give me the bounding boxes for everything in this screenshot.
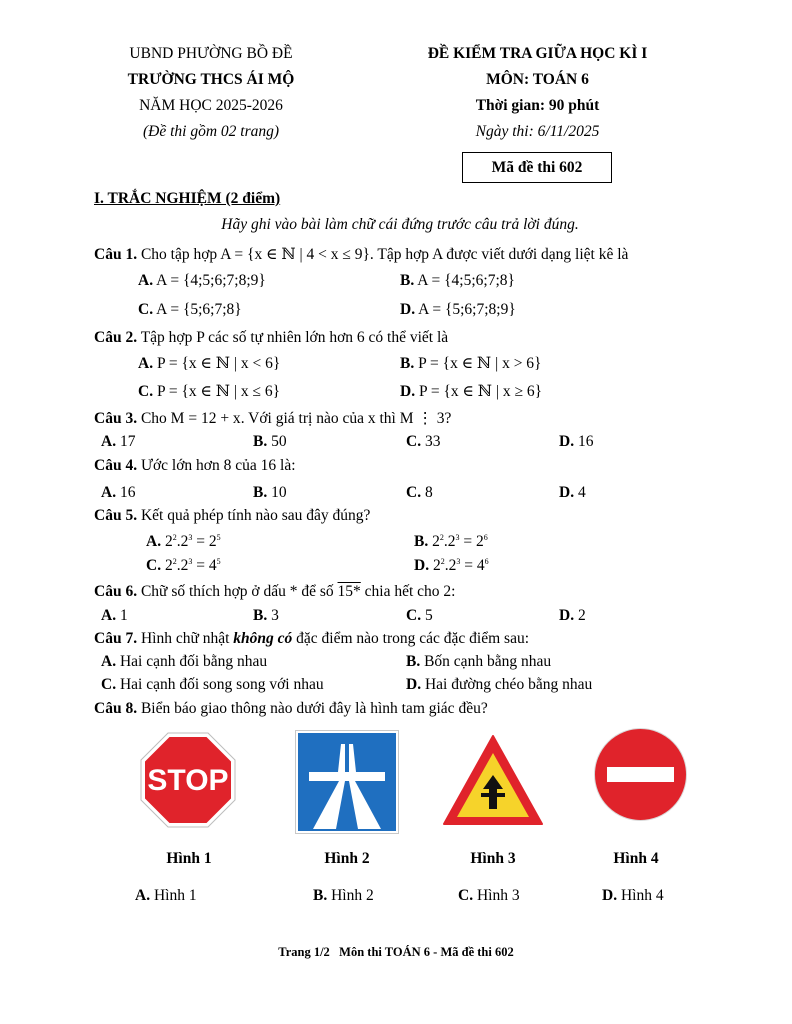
option-label: D. — [406, 676, 422, 693]
option-label: A. — [101, 433, 117, 450]
question-text: Hình chữ nhật — [140, 630, 230, 647]
option-a — [135, 887, 197, 905]
option-text: 50 — [271, 433, 287, 450]
option-d — [414, 557, 489, 575]
question-text: . Tập hợp A được viết dưới dạng liệt kê là — [369, 246, 629, 263]
option-c — [406, 607, 433, 625]
option-text: Hai đường chéo bằng nhau — [424, 676, 593, 693]
option-b — [253, 484, 287, 502]
overpass-bar — [309, 772, 385, 781]
option-d — [559, 607, 586, 625]
option-d — [400, 301, 516, 319]
option-text: A = {5;6;7;8} — [156, 301, 242, 318]
option-text: 10 — [271, 484, 287, 501]
question-text: Cho — [140, 410, 167, 427]
question-number: Câu 7. — [94, 630, 138, 647]
question-text: đặc điểm nào trong các đặc điểm sau: — [296, 630, 530, 647]
option-c — [146, 557, 221, 575]
horizontal-bar — [607, 767, 674, 782]
option-text: P = {x ∈ ℕ | x < 6} — [156, 355, 281, 372]
option-text: 16 — [577, 433, 594, 450]
option-label: D. — [602, 887, 618, 904]
page-count-note: (Đề thi gồm 02 trang) — [142, 123, 280, 140]
option-label: A. — [146, 533, 162, 550]
option-c — [406, 433, 440, 451]
option-label: B. — [400, 355, 415, 372]
figure-caption-4: Hình 4 — [613, 850, 659, 867]
option-b — [253, 433, 287, 451]
question-5 — [94, 507, 370, 525]
stop-text: STOP — [147, 764, 229, 797]
no-entry-sign-image — [593, 727, 688, 822]
section-title: I. TRẮC NGHIỆM (2 điểm) — [94, 190, 281, 207]
stop-sign-image — [140, 732, 236, 828]
question-text: . Với giá trị nào của x thì — [240, 410, 396, 427]
option-text: A = {4;5;6;7;8} — [417, 272, 515, 289]
option-label: D. — [559, 484, 575, 501]
power-expression: $2^2.2^3 = 4^6$ — [432, 557, 489, 574]
exam-code-box: Mã đề thi 602 — [462, 152, 612, 183]
option-text: 33 — [424, 433, 441, 450]
question-text: chia hết cho 2: — [364, 583, 456, 600]
option-text: Hình 1 — [153, 887, 197, 904]
sign-face — [298, 733, 396, 831]
option-b — [414, 533, 488, 551]
option-a — [138, 354, 280, 373]
option-text: 3 — [271, 607, 279, 624]
exam-header — [395, 41, 680, 145]
option-label: B. — [414, 533, 429, 550]
emphasis-text: không có — [233, 630, 293, 647]
option-label: B. — [253, 433, 268, 450]
question-3 — [94, 409, 451, 428]
power-expression: $2^2.2^3 = 2^5$ — [164, 533, 221, 550]
page-footer: Trang 1/2 Môn thi TOÁN 6 - Mã đề thi 602 — [278, 945, 514, 959]
option-label: C. — [406, 607, 422, 624]
option-a — [101, 653, 267, 671]
question-8 — [94, 700, 488, 718]
option-b — [313, 887, 374, 905]
option-text: Hai cạnh đối bằng nhau — [119, 653, 268, 670]
option-label: A. — [101, 607, 117, 624]
question-1 — [94, 245, 628, 264]
overlined-number: 15* — [337, 583, 361, 600]
option-label: A. — [138, 355, 154, 372]
question-number: Câu 3. — [94, 410, 138, 427]
option-b — [400, 354, 542, 373]
section-instruction: Hãy ghi vào bài làm chữ cái đứng trước câu trả lời đúng. — [221, 216, 579, 233]
option-label: B. — [313, 887, 328, 904]
figure-caption-1: Hình 1 — [166, 850, 212, 867]
option-d — [559, 433, 593, 451]
option-d — [559, 484, 586, 502]
question-number: Câu 2. — [94, 329, 138, 346]
power-expression: $2^2.2^3 = 4^5$ — [164, 557, 221, 574]
option-c — [138, 382, 280, 401]
option-c — [406, 484, 433, 502]
question-number: Câu 4. — [94, 457, 138, 474]
option-text: P = {x ∈ ℕ | x ≥ 6} — [418, 383, 543, 400]
figure-caption-3: Hình 3 — [470, 850, 516, 867]
option-text: A = {5;6;7;8;9} — [418, 301, 516, 318]
option-text: Bốn cạnh bằng nhau — [424, 653, 552, 670]
school-header — [100, 41, 322, 145]
exam-title: ĐỀ KIỂM TRA GIỮA HỌC KÌ I — [427, 45, 648, 62]
condition: M ⋮ 3 — [399, 410, 445, 427]
school-name: TRƯỜNG THCS ÁI MỘ — [127, 71, 295, 88]
option-label: C. — [458, 887, 474, 904]
option-a — [138, 272, 266, 290]
question-text: Ước lớn hơn 8 của 16 là: — [140, 457, 296, 474]
question-2 — [94, 329, 448, 347]
option-c — [101, 676, 324, 694]
option-text: P = {x ∈ ℕ | x ≤ 6} — [156, 383, 281, 400]
option-text: 4 — [577, 484, 586, 501]
duration: Thời gian: 90 phút — [475, 97, 600, 114]
question-text: Tập hợp P các số tự nhiên lớn hơn 6 có thể viết là — [140, 329, 449, 346]
option-label: D. — [400, 383, 416, 400]
crossbar — [481, 793, 505, 797]
option-text: 1 — [119, 607, 128, 624]
district-name: UBND PHƯỜNG BỒ ĐỀ — [129, 45, 293, 62]
question-number: Câu 8. — [94, 700, 138, 717]
option-text: Hình 3 — [476, 887, 520, 904]
expression: M = 12 + x — [170, 410, 241, 427]
highway-sign-image — [295, 730, 399, 834]
option-b — [406, 653, 551, 671]
option-b — [400, 272, 515, 290]
question-number: Câu 6. — [94, 583, 138, 600]
set-definition: A = {x ∈ ℕ | 4 < x ≤ 9} — [220, 246, 370, 263]
question-6 — [94, 583, 455, 601]
option-text: Hình 4 — [620, 887, 664, 904]
question-text: Kết quả phép tính nào sau đây đúng? — [140, 507, 371, 524]
question-text: ? — [444, 410, 452, 427]
option-text: Hai cạnh đối song song với nhau — [119, 676, 324, 693]
option-label: A. — [101, 653, 117, 670]
option-label: B. — [253, 607, 268, 624]
option-label: A. — [138, 272, 154, 289]
triangle-warning-sign-image — [441, 733, 545, 827]
question-4 — [94, 457, 296, 475]
option-text: 5 — [424, 607, 433, 624]
option-label: D. — [559, 433, 575, 450]
option-label: B. — [406, 653, 421, 670]
question-text: Biển báo giao thông nào dưới đây là hình tam giác đều? — [140, 700, 488, 717]
option-c — [458, 887, 520, 905]
figure-caption-2: Hình 2 — [324, 850, 370, 867]
option-text: 2 — [577, 607, 586, 624]
exam-date: Ngày thi: 6/11/2025 — [475, 123, 600, 140]
option-d — [400, 382, 542, 401]
option-label: C. — [146, 557, 162, 574]
option-label: C. — [138, 383, 154, 400]
option-label: C. — [138, 301, 154, 318]
option-a — [101, 484, 135, 502]
option-label: D. — [559, 607, 575, 624]
question-number: Câu 5. — [94, 507, 138, 524]
option-label: B. — [400, 272, 415, 289]
option-text: 17 — [119, 433, 136, 450]
option-text: Hình 2 — [331, 887, 374, 904]
subject: MÔN: TOÁN 6 — [486, 71, 589, 88]
question-number: Câu 1. — [94, 246, 138, 263]
option-label: C. — [406, 484, 422, 501]
option-text: 16 — [119, 484, 136, 501]
option-label: C. — [406, 433, 422, 450]
option-label: A. — [135, 887, 151, 904]
option-text: A = {4;5;6;7;8;9} — [156, 272, 266, 289]
option-a — [146, 533, 221, 551]
question-text: Cho tập hợp — [140, 246, 218, 263]
power-expression: $2^2.2^3 = 2^6$ — [432, 533, 488, 550]
option-d — [406, 676, 592, 694]
option-text: 8 — [424, 484, 433, 501]
option-label: C. — [101, 676, 117, 693]
option-a — [101, 433, 135, 451]
question-7 — [94, 630, 529, 648]
option-text: P = {x ∈ ℕ | x > 6} — [418, 355, 542, 372]
option-b — [253, 607, 279, 625]
option-d — [602, 887, 664, 905]
option-c — [138, 301, 242, 319]
school-year: NĂM HỌC 2025-2026 — [139, 97, 283, 114]
option-label: D. — [400, 301, 416, 318]
option-label: D. — [414, 557, 430, 574]
option-label: B. — [253, 484, 268, 501]
option-label: A. — [101, 484, 117, 501]
option-a — [101, 607, 128, 625]
question-text: Chữ số thích hợp ở dấu * để số — [140, 583, 334, 600]
